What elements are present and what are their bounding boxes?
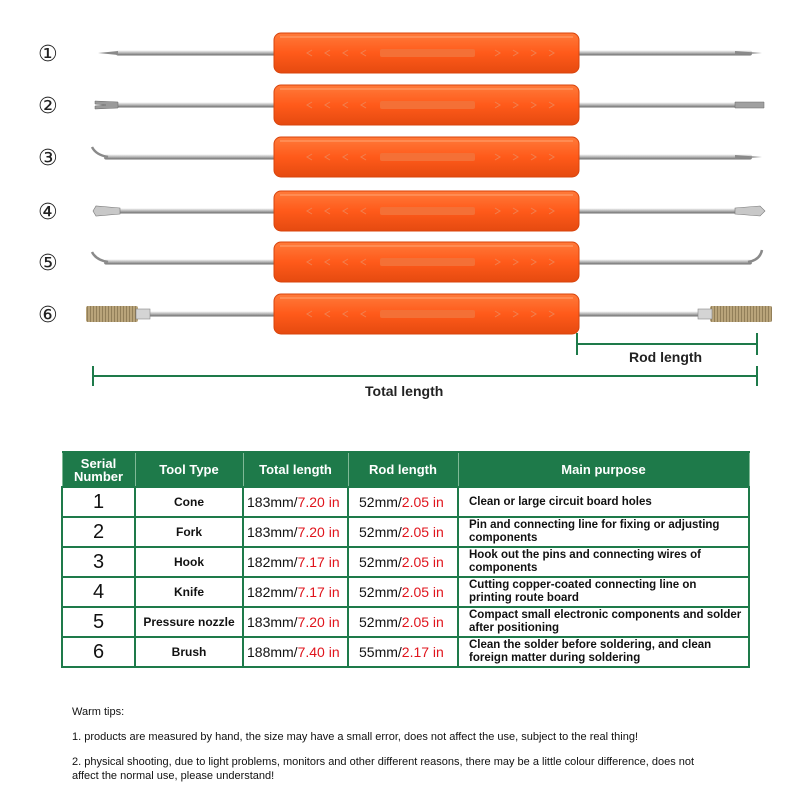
- right-tip: [735, 102, 764, 108]
- rod-length-in: 2.05 in: [401, 524, 444, 540]
- tool-type-cell: Hook: [135, 547, 243, 577]
- table-row: [62, 517, 749, 547]
- main-purpose-cell: Clean the solder before soldering, and clean foreign matter during soldering: [458, 637, 749, 667]
- tool-3: [38, 137, 762, 177]
- total-length-mm: 182mm/: [247, 554, 298, 570]
- table-row: [62, 607, 749, 637]
- left-tip: [98, 51, 118, 55]
- rod-length-cell: [348, 637, 458, 667]
- rod-length-in: 2.05 in: [401, 494, 444, 510]
- table-row: [62, 577, 749, 607]
- total-length-in: 7.17 in: [297, 554, 340, 570]
- total-length-cell: [243, 517, 348, 547]
- total-length-cell: [243, 607, 348, 637]
- serial-number: ②: [38, 94, 58, 119]
- rod-length-in: 2.17 in: [401, 644, 444, 660]
- rod-length-mm: 52mm/: [359, 524, 402, 540]
- right-brush: [710, 306, 772, 322]
- right-tip: [735, 206, 765, 216]
- serial-number-cell: 6: [62, 637, 135, 667]
- rod-length-mm: 52mm/: [359, 614, 402, 630]
- serial-number-cell: 3: [62, 547, 135, 577]
- left-brush: [86, 306, 138, 322]
- total-length-in: 7.20 in: [297, 524, 340, 540]
- main-purpose-cell: Compact small electronic components and solder after positioning: [458, 607, 749, 637]
- tips-line-2: 2. physical shooting, due to light problems, monitors and other different reasons, there may be a little colour difference, does not: [72, 756, 695, 768]
- tool-6: [38, 294, 772, 334]
- tool-5: [38, 242, 762, 282]
- header-main-purpose: Main purpose: [458, 452, 749, 487]
- rod-length-mm: 52mm/: [359, 554, 402, 570]
- table-row: [62, 547, 749, 577]
- tool-1: [38, 33, 762, 73]
- total-length-label: Total length: [365, 383, 444, 399]
- serial-number-cell: 2: [62, 517, 135, 547]
- tips-line-1: 1. products are measured by hand, the size may have a small error, does not affect the use, subject to the real thing!: [72, 731, 639, 743]
- tool-type-cell: Pressure nozzle: [135, 607, 243, 637]
- rod-length-cell: [348, 577, 458, 607]
- rod-length-cell: [348, 517, 458, 547]
- total-length-cell: [243, 487, 348, 517]
- total-length-mm: 183mm/: [247, 524, 298, 540]
- tool-2: [38, 85, 764, 125]
- rod-length-in: 2.05 in: [401, 614, 444, 630]
- table-row: [62, 487, 749, 517]
- rod-length-cell: [348, 547, 458, 577]
- serial-number: ④: [38, 200, 58, 225]
- tips-line-2-continued: affect the normal use, please understand!: [72, 770, 275, 782]
- serial-number: ⑥: [38, 303, 58, 328]
- table-header-row: [62, 452, 749, 487]
- serial-number-cell: 4: [62, 577, 135, 607]
- rod-length-in: 2.05 in: [401, 584, 444, 600]
- serial-number-cell: 1: [62, 487, 135, 517]
- rod-length-label: Rod length: [629, 349, 703, 365]
- tool-type-cell: Brush: [135, 637, 243, 667]
- tips-title: Warm tips:: [72, 706, 125, 718]
- spec-table: [61, 451, 750, 668]
- total-length-cell: [243, 637, 348, 667]
- total-length-cell: [243, 547, 348, 577]
- total-length-in: 7.20 in: [297, 494, 340, 510]
- total-length-mm: 182mm/: [247, 584, 298, 600]
- total-length-mm: 188mm/: [247, 644, 298, 660]
- rod-length-mm: 52mm/: [359, 494, 402, 510]
- total-length-in: 7.17 in: [297, 584, 340, 600]
- serial-number: ③: [38, 146, 58, 171]
- serial-number: ⑤: [38, 251, 58, 276]
- main-purpose-cell: Hook out the pins and connecting wires of components: [458, 547, 749, 577]
- tool-type-cell: Fork: [135, 517, 243, 547]
- left-tip: [95, 101, 118, 109]
- total-length-mm: 183mm/: [247, 494, 298, 510]
- left-tip: [93, 206, 120, 216]
- rod-length-mm: 52mm/: [359, 584, 402, 600]
- tool-type-cell: Cone: [135, 487, 243, 517]
- total-length-mm: 183mm/: [247, 614, 298, 630]
- total-length-cell: [243, 577, 348, 607]
- total-length-in: 7.20 in: [297, 614, 340, 630]
- rod-length-cell: [348, 607, 458, 637]
- rod-length-cell: [348, 487, 458, 517]
- main-purpose-cell: Pin and connecting line for fixing or adjusting components: [458, 517, 749, 547]
- header-tool-type: Tool Type: [135, 452, 243, 487]
- total-length-in: 7.40 in: [297, 644, 340, 660]
- left-tip: [92, 147, 108, 157]
- header-total-length: Total length: [243, 452, 348, 487]
- warm-tips: [72, 705, 772, 794]
- header-serial-number: Serial Number: [62, 452, 135, 487]
- table-row: [62, 637, 749, 667]
- rod-length-mm: 55mm/: [359, 644, 402, 660]
- left-tip: [92, 252, 108, 262]
- main-purpose-cell: Cutting copper-coated connecting line on printing route board: [458, 577, 749, 607]
- main-purpose-cell: Clean or large circuit board holes: [458, 487, 749, 517]
- tool-type-cell: Knife: [135, 577, 243, 607]
- serial-number: ①: [38, 42, 58, 67]
- header-rod-length: Rod length: [348, 452, 458, 487]
- rod-length-in: 2.05 in: [401, 554, 444, 570]
- serial-number-cell: 5: [62, 607, 135, 637]
- tool-4: [38, 191, 765, 231]
